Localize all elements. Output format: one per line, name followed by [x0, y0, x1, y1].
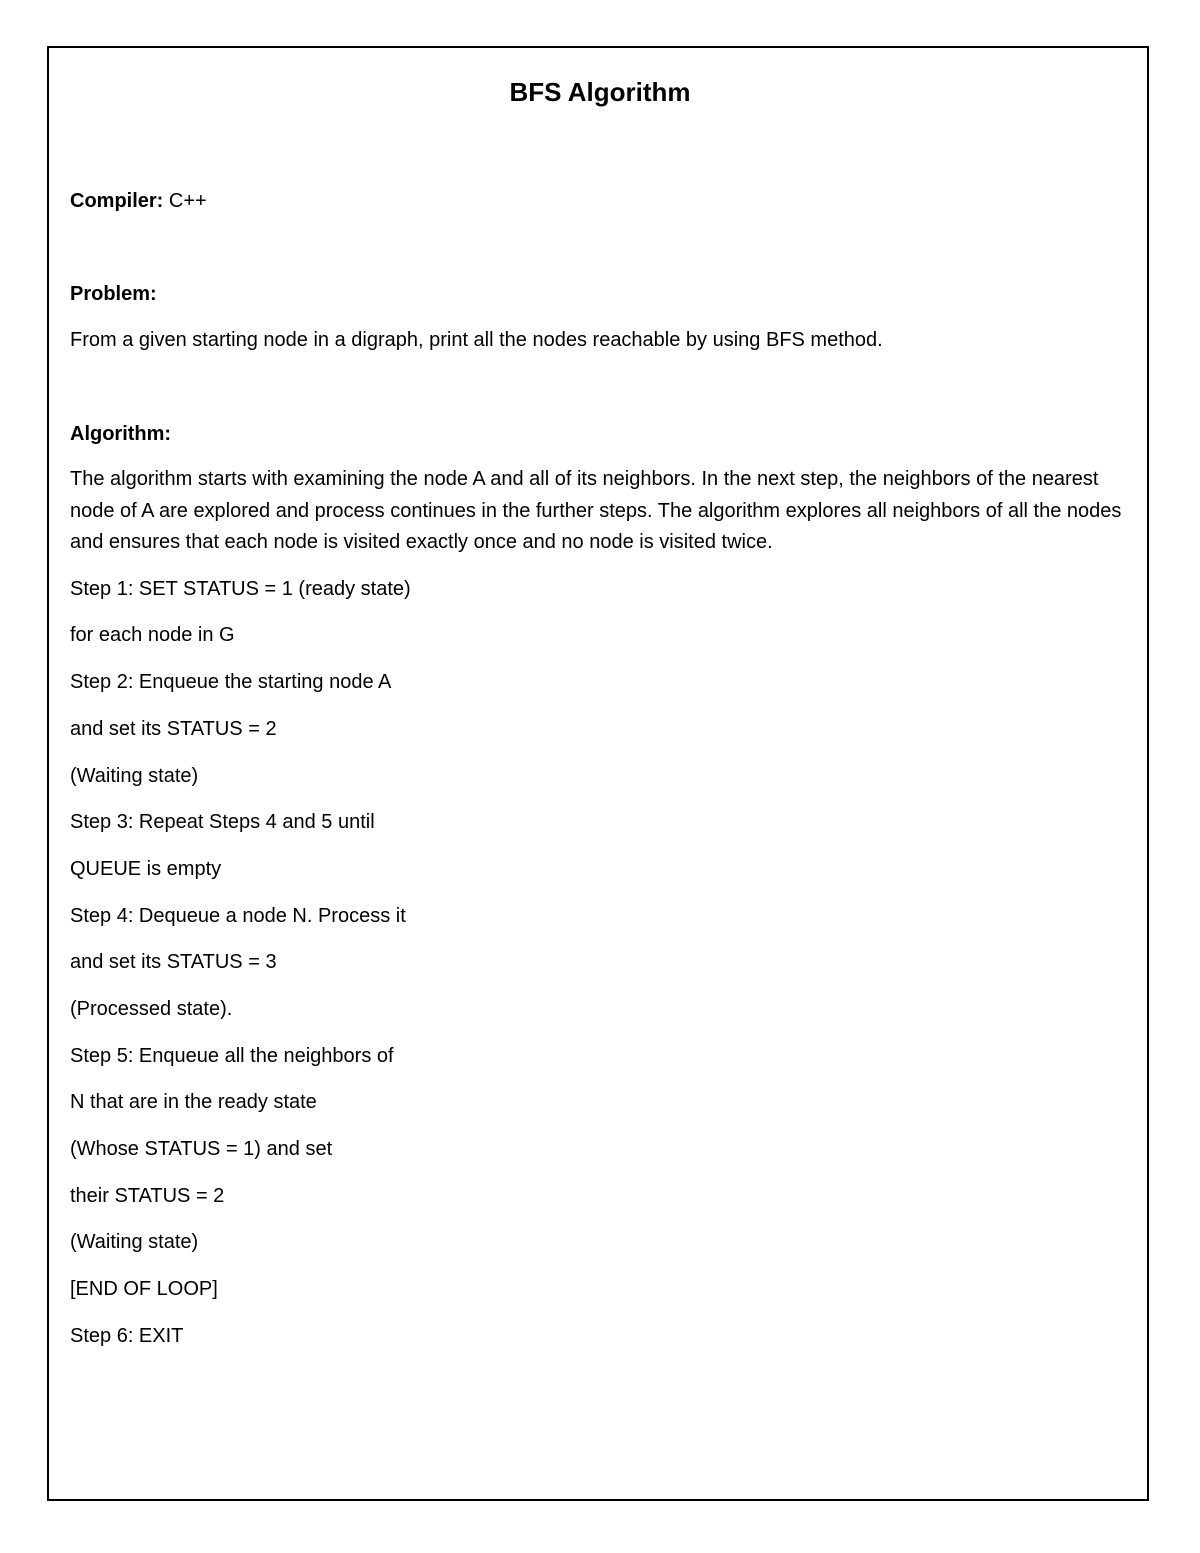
compiler-line [70, 185, 207, 217]
step-line: Step 3: Repeat Steps 4 and 5 until [70, 811, 375, 833]
step-line: (Waiting state) [70, 1231, 199, 1253]
step-line: QUEUE is empty [70, 858, 222, 880]
step-line: Step 1: SET STATUS = 1 (ready state) [70, 578, 411, 600]
step-line: [END OF LOOP] [70, 1278, 218, 1300]
step-line: and set its STATUS = 3 [70, 951, 277, 973]
step-line: (Whose STATUS = 1) and set [70, 1138, 333, 1160]
step-line: Step 5: Enqueue all the neighbors of [70, 1045, 394, 1067]
step-line: their STATUS = 2 [70, 1185, 225, 1207]
problem-heading: Problem: [70, 283, 157, 305]
problem-text: From a given starting node in a digraph, print all the nodes reachable by using BFS method. [70, 329, 883, 351]
compiler-value: C++ [163, 190, 207, 212]
algorithm-heading: Algorithm: [70, 423, 172, 445]
step-line: Step 6: EXIT [70, 1325, 184, 1347]
step-line: and set its STATUS = 2 [70, 718, 277, 740]
step-line: N that are in the ready state [70, 1091, 317, 1113]
step-line: Step 4: Dequeue a node N. Process it [70, 905, 406, 927]
algorithm-intro: The algorithm starts with examining the node A and all of its neighbors. In the next step, the neighbors of the nearest node of A are explored and process continues in the further steps. The algorithm explores all neighbors of all the nodes and ensures that each node is visited exactly once and no node is visited twice. [70, 468, 1122, 553]
compiler-label: Compiler: [70, 190, 164, 212]
step-line: (Processed state). [70, 998, 233, 1020]
step-line: for each node in G [70, 624, 235, 646]
document-title: BFS Algorithm [509, 77, 691, 107]
step-line: Step 2: Enqueue the starting node A [70, 671, 392, 693]
step-line: (Waiting state) [70, 765, 199, 787]
